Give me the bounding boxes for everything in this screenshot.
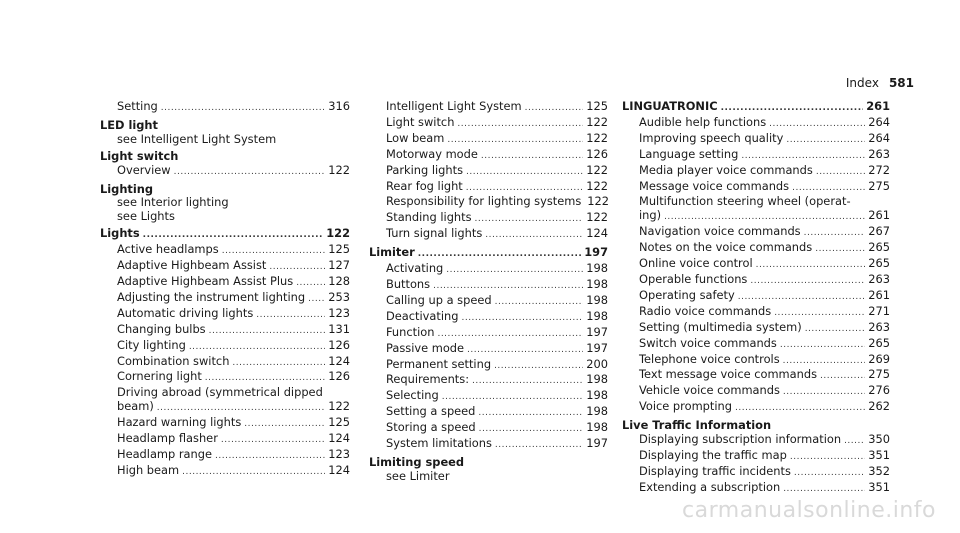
entry-text: Deactivating xyxy=(386,308,459,323)
entry-text: Multifunction steering wheel (operat- xyxy=(639,194,851,209)
dot-leader xyxy=(461,312,583,326)
page-ref[interactable]: 124 xyxy=(328,462,350,477)
index-heading xyxy=(369,246,608,262)
page-ref[interactable]: 198 xyxy=(586,292,608,307)
index-entry xyxy=(622,481,890,497)
index-entry xyxy=(100,133,350,147)
entry-text: Activating xyxy=(386,261,444,276)
entry-text: Adaptive Highbeam Assist xyxy=(117,258,267,273)
entry-text: Function xyxy=(386,324,435,339)
page-ref[interactable]: 122 xyxy=(586,130,608,145)
index-entry xyxy=(369,294,608,310)
dot-leader xyxy=(442,391,583,405)
page-ref[interactable]: 263 xyxy=(868,271,890,286)
dot-leader xyxy=(433,280,583,294)
index-entry xyxy=(100,164,350,180)
dot-leader xyxy=(222,245,326,259)
entry-text: Lighting xyxy=(100,181,154,196)
index-column-3 xyxy=(622,100,890,497)
index-heading xyxy=(100,119,350,133)
page-ref[interactable]: 276 xyxy=(868,383,890,398)
dot-leader xyxy=(478,407,583,421)
entry-text: Limiter xyxy=(369,245,415,260)
dot-leader xyxy=(738,291,866,305)
page-ref[interactable]: 198 xyxy=(586,404,608,419)
index-heading xyxy=(369,456,608,470)
entry-text: Displaying traffic incidents xyxy=(639,463,791,478)
entry-text: Displaying the traffic map xyxy=(639,447,787,462)
dot-leader xyxy=(174,166,326,180)
entry-text: see Interior lighting xyxy=(117,195,229,210)
page-ref[interactable]: 275 xyxy=(868,178,890,193)
index-entry xyxy=(622,400,890,416)
page-ref[interactable]: 200 xyxy=(586,356,608,371)
page-ref[interactable]: 271 xyxy=(868,303,890,318)
index-entry xyxy=(100,243,350,259)
page-ref[interactable]: 122 xyxy=(586,162,608,177)
index-entry xyxy=(369,227,608,243)
dot-leader xyxy=(244,418,325,432)
page-ref[interactable]: 122 xyxy=(586,178,608,193)
entry-text: Headlamp flasher xyxy=(117,431,218,446)
index-entry xyxy=(622,449,890,465)
dot-leader xyxy=(804,227,866,241)
index-entry xyxy=(622,273,890,289)
entry-text: Requirements: xyxy=(386,372,470,387)
entry-text: High beam xyxy=(117,462,180,477)
entry-text: Notes on the voice commands xyxy=(639,240,813,255)
dot-leader xyxy=(783,483,865,497)
page-ref[interactable]: 352 xyxy=(868,463,890,478)
dot-leader xyxy=(844,435,865,449)
page-ref[interactable]: 197 xyxy=(586,324,608,339)
index-entry xyxy=(100,370,350,386)
entry-text: Automatic driving lights xyxy=(117,305,254,320)
page-ref[interactable]: 265 xyxy=(868,335,890,350)
entry-text: Telephone voice controls xyxy=(639,351,780,366)
index-entry xyxy=(100,386,350,400)
index-entry xyxy=(100,196,350,210)
dot-leader xyxy=(769,118,865,132)
index-entry xyxy=(622,465,890,481)
dot-leader xyxy=(816,166,865,180)
entry-text: Setting a speed xyxy=(386,404,476,419)
index-heading xyxy=(100,150,350,164)
index-entry xyxy=(100,210,350,224)
page-ref[interactable]: 253 xyxy=(328,289,350,304)
dot-leader xyxy=(466,166,583,180)
page-ref[interactable]: 127 xyxy=(328,258,350,273)
entry-text: Changing bulbs xyxy=(117,321,206,336)
entry-text: Rear fog light xyxy=(386,178,463,193)
index-entry xyxy=(369,373,608,389)
page-ref[interactable]: 261 xyxy=(866,99,890,113)
index-entry xyxy=(622,148,890,164)
page-ref[interactable]: 126 xyxy=(328,337,350,352)
entry-text: Setting (multimedia system) xyxy=(639,319,802,334)
entry-text: Storing a speed xyxy=(386,420,476,435)
index-entry xyxy=(100,259,350,275)
entry-text: Navigation voice commands xyxy=(639,224,801,239)
dot-leader xyxy=(182,466,325,480)
page-ref[interactable]: 126 xyxy=(328,369,350,384)
dot-leader xyxy=(805,323,866,337)
dot-leader xyxy=(721,102,864,116)
entry-text: Voice prompting xyxy=(639,399,732,414)
entry-text: ing) xyxy=(639,208,662,223)
page-ref[interactable]: 197 xyxy=(586,340,608,355)
entry-text: beam) xyxy=(117,399,154,414)
index-entry xyxy=(369,164,608,180)
index-entry xyxy=(369,211,608,227)
page-ref[interactable]: 122 xyxy=(326,226,350,241)
entry-text: Motorway mode xyxy=(386,146,478,161)
entry-text: Cornering light xyxy=(117,369,202,384)
entry-text: see Intelligent Light System xyxy=(117,131,277,146)
page-ref[interactable]: 197 xyxy=(584,245,608,260)
dot-leader xyxy=(494,360,583,374)
page-ref[interactable]: 198 xyxy=(586,276,608,291)
dot-leader xyxy=(495,439,583,453)
entry-text: LED light xyxy=(100,117,158,132)
page-ref[interactable]: 264 xyxy=(868,114,890,129)
index-entry xyxy=(100,291,350,307)
entry-text: Light switch xyxy=(100,148,179,163)
index-entry xyxy=(369,437,608,453)
index-entry xyxy=(100,448,350,464)
index-entry xyxy=(369,278,608,294)
index-entry xyxy=(369,342,608,358)
page-ref[interactable]: 272 xyxy=(868,162,890,177)
entry-text: Passive mode xyxy=(386,340,465,355)
page-ref[interactable]: 269 xyxy=(868,351,890,366)
entry-text: Combination switch xyxy=(117,353,230,368)
index-entry xyxy=(100,275,350,291)
index-entry xyxy=(369,405,608,421)
dot-leader xyxy=(189,341,325,355)
index-entry xyxy=(100,307,350,323)
page-ref[interactable]: 264 xyxy=(868,130,890,145)
dot-leader xyxy=(790,451,865,465)
entry-text: see Limiter xyxy=(386,468,450,483)
entry-text: Overview xyxy=(117,162,171,177)
index-entry xyxy=(100,100,350,116)
entry-text: Low beam xyxy=(386,130,445,145)
page-ref[interactable]: 124 xyxy=(586,226,608,241)
index-column-2 xyxy=(369,100,608,484)
page-ref[interactable]: 263 xyxy=(868,146,890,161)
index-entry xyxy=(622,337,890,353)
index-heading xyxy=(100,227,350,243)
entry-text: Standing lights xyxy=(386,210,472,225)
entry-text: see Lights xyxy=(117,209,175,224)
page-ref[interactable]: 198 xyxy=(586,261,608,276)
dot-leader xyxy=(735,402,865,416)
dot-leader xyxy=(256,309,325,323)
dot-leader xyxy=(780,339,865,353)
entry-text: Intelligent Light System xyxy=(386,99,522,113)
index-heading xyxy=(100,183,350,197)
dot-leader xyxy=(457,118,583,132)
page-ref[interactable]: 198 xyxy=(586,388,608,403)
entry-text: LINGUATRONIC xyxy=(622,99,718,113)
index-entry xyxy=(100,432,350,448)
index-entry xyxy=(622,321,890,337)
dot-leader xyxy=(209,325,326,339)
entry-text: Live Traffic Information xyxy=(622,418,772,433)
page-number: 581 xyxy=(888,76,914,90)
dot-leader xyxy=(479,423,584,437)
entry-text: System limitations xyxy=(386,436,492,451)
index-entry xyxy=(369,470,608,484)
index-entry xyxy=(369,310,608,326)
dot-leader xyxy=(774,307,865,321)
entry-text: Driving abroad (symmetrical dipped xyxy=(117,385,323,400)
entry-text: Calling up a speed xyxy=(386,292,492,307)
page-ref[interactable]: 261 xyxy=(868,287,890,302)
index-column-1 xyxy=(100,100,350,480)
dot-leader xyxy=(269,261,325,275)
dot-leader xyxy=(157,402,325,416)
page-ref[interactable]: 124 xyxy=(328,353,350,368)
index-entry xyxy=(369,116,608,132)
dot-leader xyxy=(786,134,865,148)
index-entry xyxy=(622,257,890,273)
dot-leader xyxy=(472,375,583,389)
entry-text: Text message voice commands xyxy=(639,367,818,382)
page-ref[interactable]: 126 xyxy=(586,146,608,161)
page-ref[interactable]: 125 xyxy=(328,415,350,430)
index-entry xyxy=(369,389,608,405)
entry-text: Limiting speed xyxy=(369,454,465,469)
page-ref[interactable]: 261 xyxy=(868,208,890,223)
page-ref[interactable]: 128 xyxy=(328,273,350,288)
index-entry xyxy=(622,164,890,180)
entry-text: Headlamp range xyxy=(117,446,212,461)
index-entry xyxy=(369,148,608,164)
dot-leader xyxy=(296,277,325,291)
index-entry xyxy=(369,262,608,278)
index-entry xyxy=(622,368,890,384)
dot-leader xyxy=(308,293,325,307)
entry-text: Selecting xyxy=(386,388,439,403)
dot-leader xyxy=(664,211,865,225)
dot-leader xyxy=(232,357,325,371)
dot-leader xyxy=(437,328,583,342)
entry-text: Media player voice commands xyxy=(639,162,813,177)
page-ref[interactable]: 275 xyxy=(868,367,890,382)
dot-leader xyxy=(446,264,583,278)
entry-text: Message voice commands xyxy=(639,178,790,193)
index-entry xyxy=(622,225,890,241)
page-ref[interactable]: 197 xyxy=(586,436,608,451)
dot-leader xyxy=(221,434,325,448)
page-ref[interactable]: 131 xyxy=(328,321,350,336)
dot-leader xyxy=(215,450,325,464)
dot-leader xyxy=(750,275,865,289)
page-ref[interactable]: 316 xyxy=(328,99,350,113)
page-ref[interactable]: 123 xyxy=(328,305,350,320)
index-entry xyxy=(622,241,890,257)
page-ref[interactable]: 267 xyxy=(868,224,890,239)
dot-leader xyxy=(741,150,865,164)
page-ref[interactable]: 265 xyxy=(868,240,890,255)
page-ref[interactable]: 125 xyxy=(328,242,350,257)
entry-text: Audible help functions xyxy=(639,114,767,129)
entry-text: Improving speech quality xyxy=(639,130,784,145)
index-entry xyxy=(100,323,350,339)
entry-text: Light switch xyxy=(386,114,455,129)
index-entry xyxy=(100,355,350,371)
dot-leader xyxy=(783,386,865,400)
dot-leader xyxy=(447,134,583,148)
index-entry xyxy=(369,100,608,116)
index-entry xyxy=(100,464,350,480)
index-entry xyxy=(369,326,608,342)
index-entry xyxy=(369,195,608,211)
page-ref[interactable]: 122 xyxy=(328,162,350,177)
page-header xyxy=(846,76,914,90)
index-entry xyxy=(622,180,890,196)
dot-leader xyxy=(820,370,865,384)
entry-text: Displaying subscription information xyxy=(639,432,842,447)
index-heading xyxy=(622,419,890,433)
page-ref[interactable]: 198 xyxy=(586,420,608,435)
index-entry xyxy=(622,353,890,369)
page-ref[interactable]: 125 xyxy=(586,99,608,113)
dot-leader xyxy=(756,259,866,273)
index-entry xyxy=(622,209,890,225)
index-entry xyxy=(369,421,608,437)
page-ref[interactable]: 122 xyxy=(586,210,608,225)
index-entry xyxy=(100,416,350,432)
entry-text: Active headlamps xyxy=(117,242,219,257)
page-ref[interactable]: 263 xyxy=(868,319,890,334)
dot-leader xyxy=(525,102,584,116)
entry-text: City lighting xyxy=(117,337,186,352)
page-ref[interactable]: 351 xyxy=(868,479,890,494)
index-entry xyxy=(622,305,890,321)
entry-text: Adjusting the instrument lighting xyxy=(117,289,306,304)
entry-text: Vehicle voice commands xyxy=(639,383,780,398)
index-entry xyxy=(622,289,890,305)
entry-text: Permanent setting xyxy=(386,356,492,371)
index-entry xyxy=(100,339,350,355)
index-entry xyxy=(622,433,890,449)
page-ref[interactable]: 123 xyxy=(328,446,350,461)
page-ref[interactable]: 265 xyxy=(868,256,890,271)
index-label: Index xyxy=(845,76,879,90)
dot-leader xyxy=(475,213,584,227)
index-entry xyxy=(369,180,608,196)
page-ref[interactable]: 122 xyxy=(587,194,610,209)
dot-leader xyxy=(466,182,583,196)
page-ref[interactable]: 122 xyxy=(586,114,608,129)
page-ref[interactable]: 122 xyxy=(328,399,350,414)
dot-leader xyxy=(794,467,865,481)
dot-leader xyxy=(495,296,584,310)
entry-text: Switch voice commands xyxy=(639,335,777,350)
index-entry xyxy=(622,132,890,148)
page-ref[interactable]: 198 xyxy=(586,372,608,387)
index-entry xyxy=(622,195,890,209)
entry-text: Online voice control xyxy=(639,256,753,271)
dot-leader xyxy=(205,372,325,386)
entry-text: Radio voice commands xyxy=(639,303,772,318)
index-entry xyxy=(622,384,890,400)
entry-text: Operable functions xyxy=(639,271,748,286)
page-ref[interactable]: 124 xyxy=(328,431,350,446)
dot-leader xyxy=(485,229,583,243)
page-ref[interactable]: 350 xyxy=(868,432,890,447)
entry-text: Extending a subscription xyxy=(639,479,781,494)
index-entry xyxy=(369,132,608,148)
index-entry xyxy=(622,116,890,132)
dot-leader xyxy=(143,229,324,243)
entry-text: Responsibility for lighting systems xyxy=(386,194,582,209)
dot-leader xyxy=(467,344,583,358)
dot-leader xyxy=(161,102,325,116)
page-ref[interactable]: 262 xyxy=(868,399,890,414)
entry-text: Hazard warning lights xyxy=(117,415,242,430)
entry-text: Lights xyxy=(100,226,140,241)
watermark-text: carmanualsonline.info xyxy=(682,498,936,523)
entry-text: Parking lights xyxy=(386,162,464,177)
entry-text: Operating safety xyxy=(639,287,735,302)
index-entry xyxy=(100,400,350,416)
dot-leader xyxy=(792,182,865,196)
index-heading xyxy=(622,100,890,116)
dot-leader xyxy=(481,150,583,164)
dot-leader xyxy=(815,243,865,257)
entry-text: Buttons xyxy=(386,276,431,291)
entry-text: Adaptive Highbeam Assist Plus xyxy=(117,273,294,288)
index-entry xyxy=(369,358,608,374)
entry-text: Language setting xyxy=(639,146,739,161)
page-ref[interactable]: 198 xyxy=(586,308,608,323)
dot-leader xyxy=(783,355,866,369)
entry-text: Turn signal lights xyxy=(386,226,483,241)
entry-text: Setting xyxy=(117,99,158,113)
dot-leader xyxy=(418,248,581,262)
page-ref[interactable]: 351 xyxy=(868,447,890,462)
